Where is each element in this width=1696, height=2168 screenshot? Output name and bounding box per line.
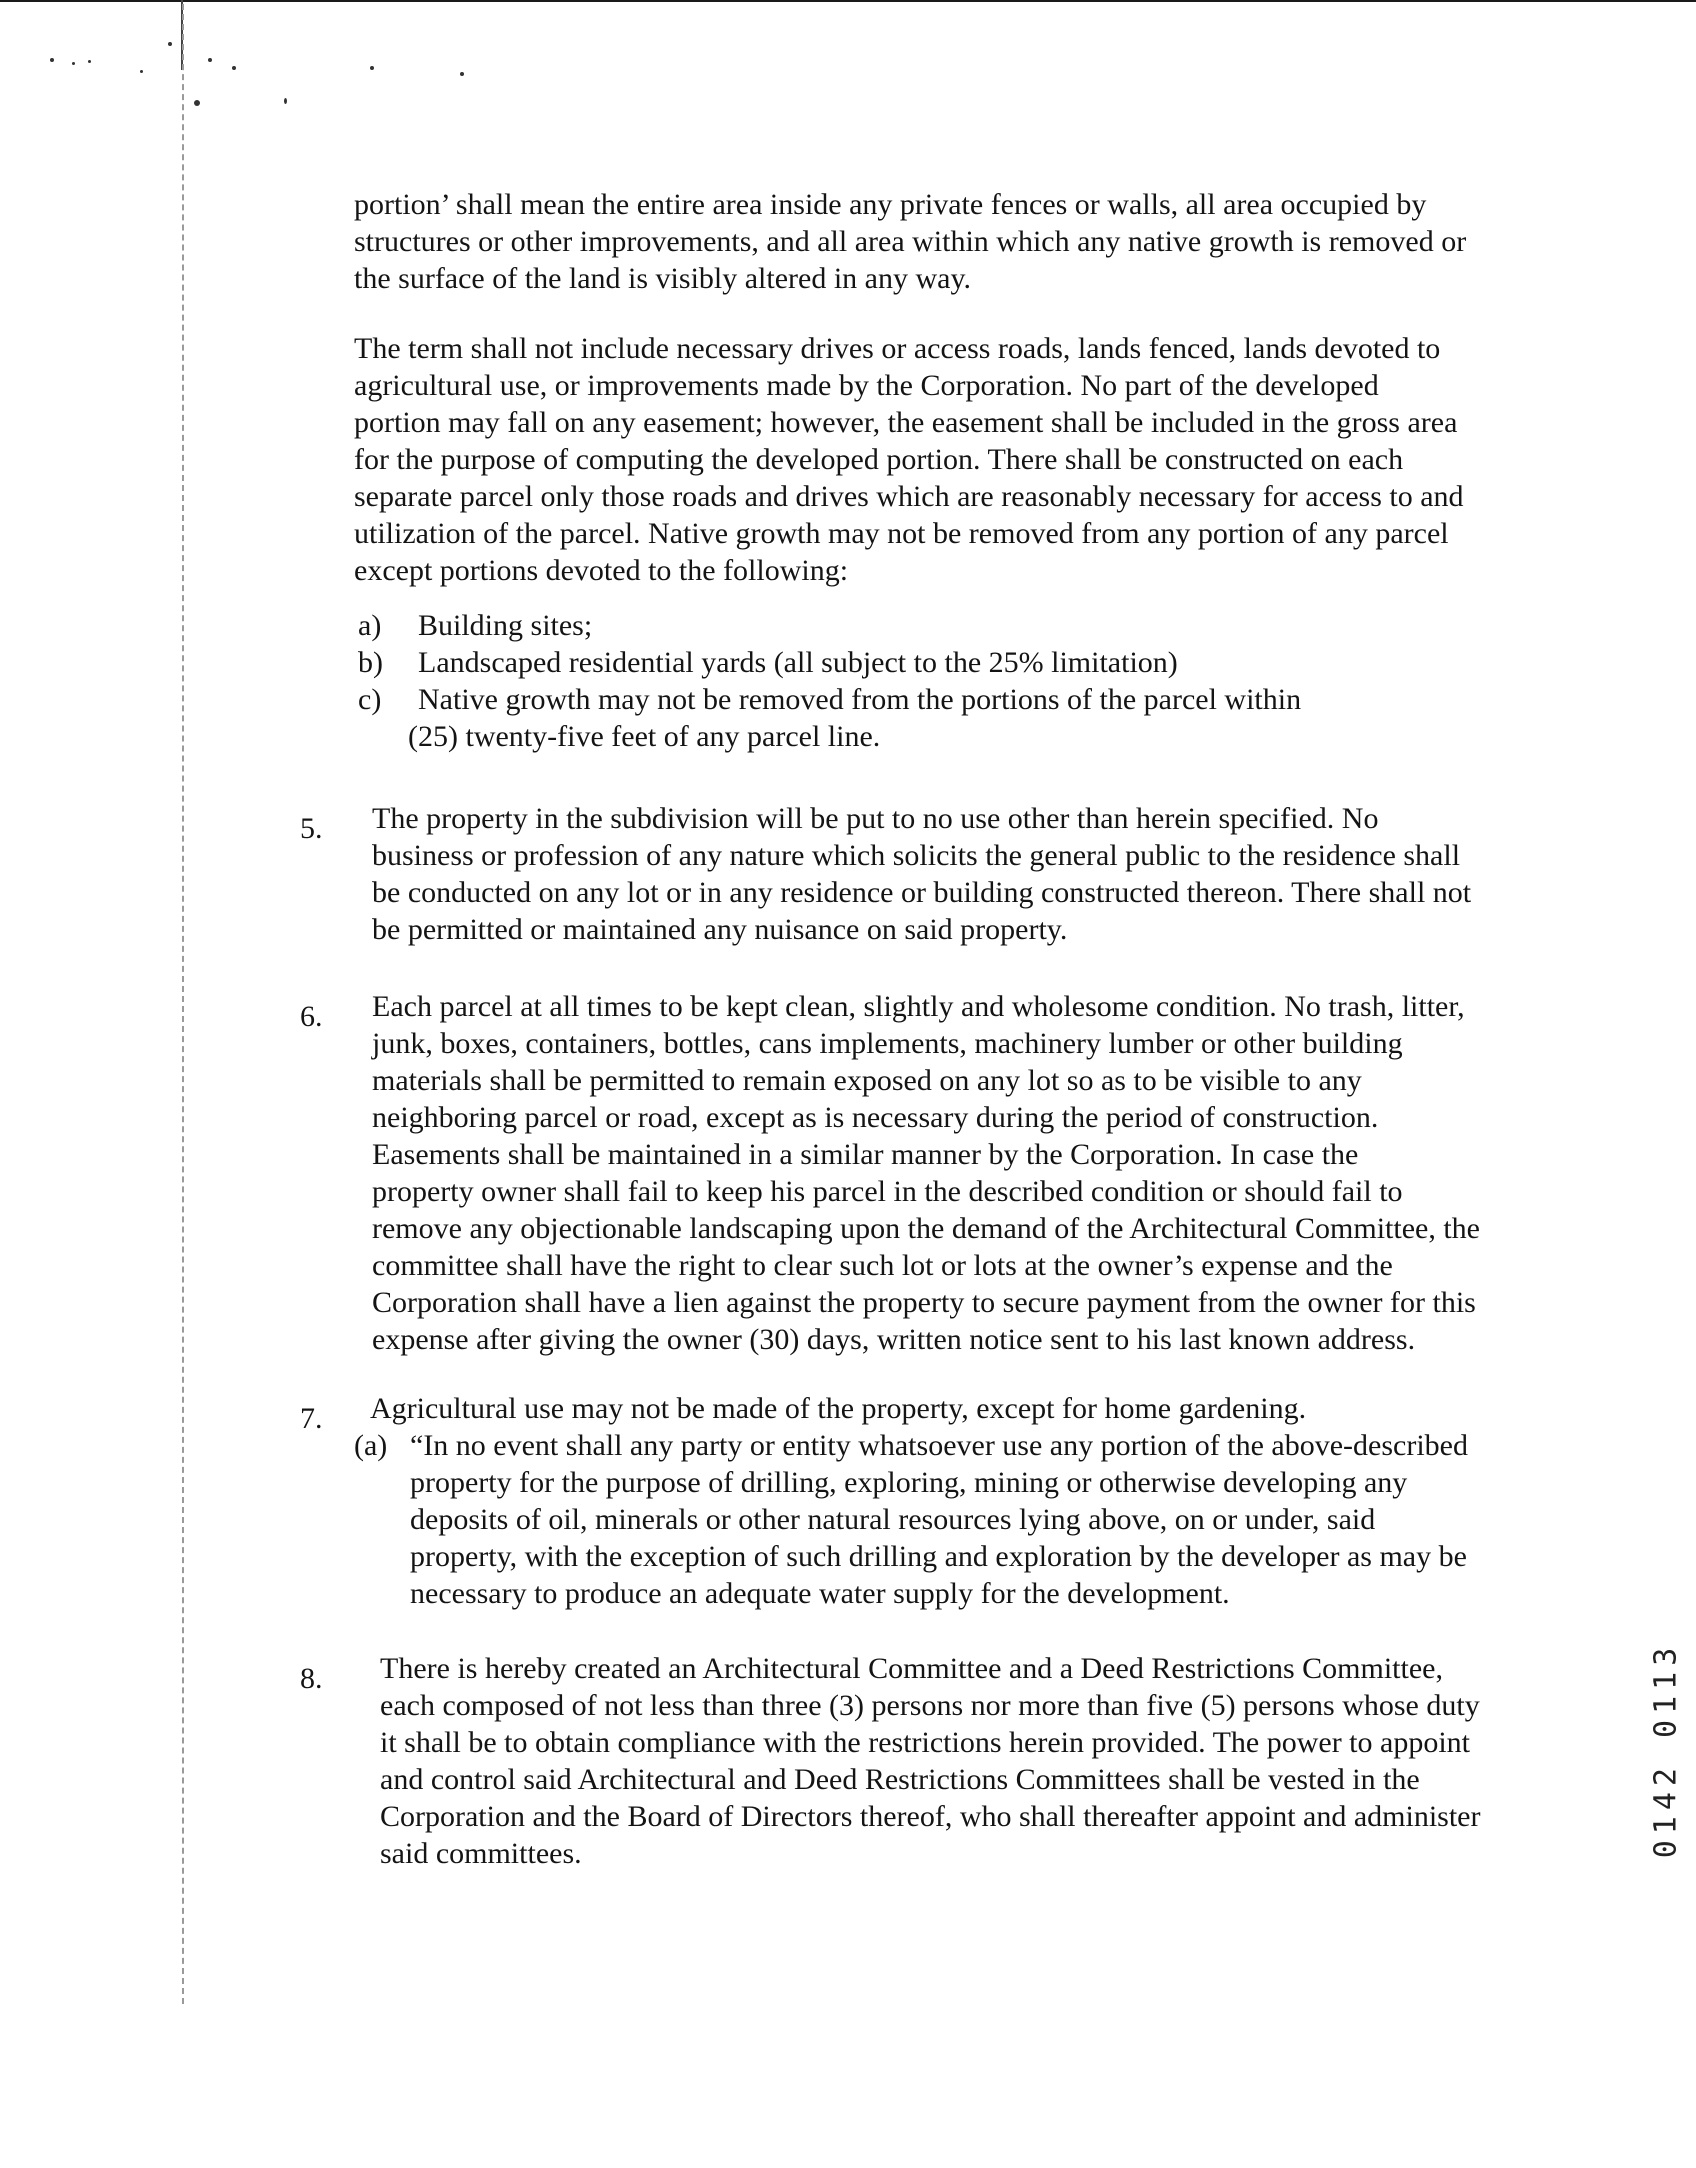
intro-paragraph [354, 186, 1484, 297]
text-line: property for the purpose of drilling, exploring, mining or otherwise developing any [410, 1466, 1408, 1499]
text-line: agricultural use, or improvements made by the Corporation. No part of the developed [354, 369, 1379, 402]
numbered-item-6 [300, 988, 1500, 1358]
term-paragraph [354, 330, 1484, 589]
scan-speck [194, 100, 200, 106]
scan-top-edge [0, 0, 1696, 2]
item-number: 6. [300, 1000, 323, 1033]
text-line: The property in the subdivision will be put to no use other than herein specified. No [372, 802, 1379, 835]
scan-speck [50, 58, 54, 62]
text-line: materials shall be permitted to remain exposed on any lot so as to be visible to any [372, 1064, 1362, 1097]
text-line: separate parcel only those roads and drives which are reasonably necessary for access to and [354, 480, 1464, 513]
text-line: and control said Architectural and Deed Restrictions Committees shall be vested in the [380, 1763, 1420, 1796]
text-line: committee shall have the right to clear such lot or lots at the owner’s expense and the [372, 1249, 1393, 1282]
margin-stamp-text: 0142 0113 [1648, 1641, 1684, 1859]
text-line: property, with the exception of such drilling and exploration by the developer as may be [410, 1540, 1467, 1573]
scan-speck [88, 60, 91, 63]
text-line: Easements shall be maintained in a similar manner by the Corporation. In case the [372, 1138, 1359, 1171]
text-line: property owner shall fail to keep his parcel in the described condition or should fail to [372, 1175, 1403, 1208]
subclause-text [410, 1427, 1500, 1612]
item-number: 5. [300, 812, 323, 845]
text-line: Corporation and the Board of Directors thereof, who shall thereafter appoint and administer [380, 1800, 1481, 1833]
scan-speck [168, 42, 172, 46]
text-line: neighboring parcel or road, except as is necessary during the period of construction. [372, 1101, 1379, 1134]
text-line: portion may fall on any easement; however, the easement shall be included in the gross area [354, 406, 1458, 439]
item-text [372, 800, 1500, 948]
numbered-item-5 [300, 800, 1500, 948]
scan-speck [72, 62, 75, 65]
text-line: said committees. [380, 1837, 582, 1870]
text-line: Corporation shall have a lien against the property to secure payment from the owner for this [372, 1286, 1476, 1319]
item-text [370, 1390, 1500, 1427]
text-line: There is hereby created an Architectural Committee and a Deed Restrictions Committee, [380, 1652, 1443, 1685]
sub-item-label: b) [358, 646, 383, 679]
sub-item-label: c) [358, 683, 382, 716]
sub-item [354, 607, 1484, 644]
text-line: remove any objectionable landscaping upon the demand of the Architectural Committee, the [372, 1212, 1480, 1245]
sub-item-text: (25) twenty-five feet of any parcel line. [408, 720, 881, 753]
item-number: 7. [300, 1402, 323, 1435]
text-line: structures or other improvements, and all area within which any native growth is removed or [354, 225, 1467, 258]
text-line: expense after giving the owner (30) days, written notice sent to his last known address. [372, 1323, 1416, 1356]
binding-dotted-line [182, 4, 184, 2004]
text-line: except portions devoted to the following: [354, 554, 849, 587]
scan-speck [140, 70, 143, 73]
sub-item-label: a) [358, 609, 382, 642]
text-line: “In no event shall any party or entity whatsoever use any portion of the above-described [410, 1429, 1468, 1462]
text-line: deposits of oil, minerals or other natural resources lying above, on or under, said [410, 1503, 1376, 1536]
text-line: necessary to produce an adequate water supply for the development. [410, 1577, 1230, 1610]
numbered-item-7 [300, 1390, 1500, 1612]
text-line: junk, boxes, containers, bottles, cans implements, machinery lumber or other building [372, 1027, 1403, 1060]
text-line: Each parcel at all times to be kept clean, slightly and wholesome condition. No trash, litter, [372, 990, 1465, 1023]
document-body [354, 186, 1484, 755]
item-7-subclause [300, 1427, 1500, 1612]
text-line: The term shall not include necessary drives or access roads, lands fenced, lands devoted to [354, 332, 1441, 365]
scan-speck [284, 98, 287, 104]
text-line: be conducted on any lot or in any residence or building constructed thereon. There shall not [372, 876, 1472, 909]
text-line: portion’ shall mean the entire area inside any private fences or walls, all area occupied by [354, 188, 1427, 221]
sub-item [354, 644, 1484, 681]
scan-speck [208, 58, 212, 62]
item-number: 8. [300, 1662, 323, 1695]
item-text [372, 988, 1500, 1358]
numbered-item-8 [300, 1650, 1500, 1872]
sub-item-text: Building sites; [418, 609, 593, 642]
sub-item-text: Native growth may not be removed from the portions of the parcel within [418, 683, 1302, 716]
text-line: business or profession of any nature which solicits the general public to the residence shall [372, 839, 1461, 872]
text-line: be permitted or maintained any nuisance on said property. [372, 913, 1068, 946]
text-line: utilization of the parcel. Native growth may not be removed from any portion of any parcel [354, 517, 1449, 550]
sub-item [354, 681, 1484, 755]
text-line: the surface of the land is visibly altered in any way. [354, 262, 972, 295]
sub-item-list [354, 607, 1484, 755]
sub-item-text: Landscaped residential yards (all subject to the 25% limitation) [418, 646, 1178, 679]
margin-stamp [1648, 1580, 1684, 1920]
scan-speck [370, 66, 374, 70]
text-line: each composed of not less than three (3) persons nor more than five (5) persons whose duty [380, 1689, 1480, 1722]
text-line: for the purpose of computing the developed portion. There shall be constructed on each [354, 443, 1404, 476]
subclause-label: (a) [354, 1429, 388, 1462]
text-line: it shall be to obtain compliance with the restrictions herein provided. The power to appoint [380, 1726, 1471, 1759]
text-line: Agricultural use may not be made of the property, except for home gardening. [370, 1392, 1307, 1425]
scan-speck [232, 66, 236, 70]
item-text [380, 1650, 1500, 1872]
scan-speck [460, 72, 464, 76]
